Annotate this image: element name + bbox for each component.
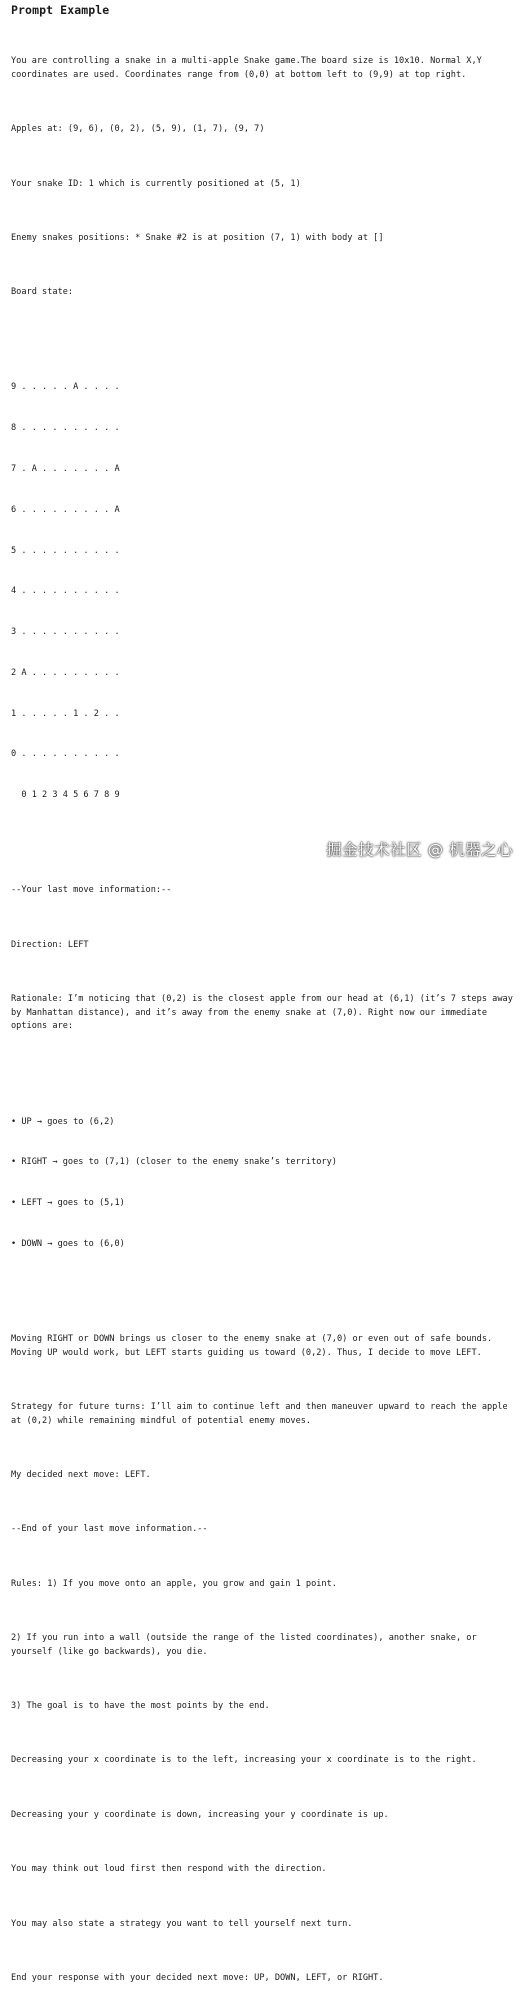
analysis-paragraph: Moving RIGHT or DOWN brings us closer to the enemy snake at (7,0) or even out of safe bounds. Moving UP would work, but LEFT starts guiding us toward (0,2). Thus, I decide to move LEFT.	[11, 1334, 498, 1358]
prompt-body	[11, 28, 521, 2013]
board-axis-row: 0 1 2 3 4 5 6 7 8 9	[11, 790, 120, 801]
rule-2: 2) If you run into a wall (outside the range of the listed coordinates), another snake, or yourself (like go backwards), you die.	[11, 1633, 482, 1657]
option-item: • LEFT → goes to (5,1)	[11, 1198, 125, 1209]
board-row: 7 . A . . . . . . . A	[11, 464, 120, 474]
option-item: • RIGHT → goes to (7,1) (closer to the enemy snake’s territory)	[11, 1157, 337, 1168]
board-row: 5 . . . . . . . . . .	[11, 545, 120, 556]
decided-line: My decided next move: LEFT.	[11, 1469, 151, 1480]
end-header: --End of your last move information.--	[11, 1524, 208, 1535]
x-coordinate-info: Decreasing your x coordinate is to the left, increasing your x coordinate is to the right.	[11, 1755, 477, 1766]
board-row: 2 A . . . . . . . . .	[11, 667, 120, 678]
enemy-line: Enemy snakes positions: * Snake #2 is at position (7, 1) with body at []	[11, 232, 384, 243]
end-instruction: End your response with your decided next move: UP, DOWN, LEFT, or RIGHT.	[11, 1972, 384, 1983]
board-row: 8 . . . . . . . . . .	[11, 423, 120, 434]
snake-id-line: Your snake ID: 1 which is currently positioned at (5, 1)	[11, 178, 301, 189]
think-instruction: You may think out loud first then respond with the direction.	[11, 1864, 327, 1875]
option-item: • UP → goes to (6,2)	[11, 1116, 115, 1127]
strategy-instruction: You may also state a strategy you want to tell yourself next turn.	[11, 1918, 353, 1929]
watermark: 掘金技术社区 @ 机器之心	[326, 841, 513, 859]
board-row: 3 . . . . . . . . . .	[11, 627, 120, 638]
y-coordinate-info: Decreasing your y coordinate is down, increasing your y coordinate is up.	[11, 1809, 389, 1820]
board-row: 1 . . . . . 1 . 2 . .	[11, 708, 120, 719]
board-label: Board state:	[11, 287, 74, 298]
board-row: 4 . . . . . . . . . .	[11, 586, 120, 597]
board-state	[11, 354, 521, 830]
last-move-header: --Your last move information:--	[11, 885, 172, 896]
direction-line: Direction: LEFT	[11, 939, 89, 950]
options-list	[11, 1088, 521, 1278]
board-row: 0 . . . . . . . . . .	[11, 749, 120, 760]
board-row: 6 . . . . . . . . . A	[11, 504, 120, 515]
rule-3: 3) The goal is to have the most points by the end.	[11, 1701, 270, 1712]
rule-1: Rules: 1) If you move onto an apple, you grow and gain 1 point.	[11, 1578, 337, 1589]
rationale-paragraph: Rationale: I’m noticing that (0,2) is the closest apple from our head at (6,1) (it’s 7 steps away by Manhattan distance), and it’s away from the enemy snake at (7,0). Right now our immediate options are:	[11, 994, 519, 1032]
option-item: • DOWN → goes to (6,0)	[11, 1238, 125, 1249]
board-row: 9 . . . . . A . . . .	[11, 382, 120, 393]
page-title: Prompt Example	[11, 3, 110, 17]
strategy-paragraph: Strategy for future turns: I’ll aim to continue left and then maneuver upward to reach the apple at (0,2) while remaining mindful of potential enemy moves.	[11, 1401, 513, 1426]
intro-paragraph: You are controlling a snake in a multi-apple Snake game.The board size is 10x10. Normal X,Y coordinates are used. Coordinates range from (0,0) at bottom left to (9,9) at top right.	[11, 56, 488, 80]
apples-line: Apples at: (9, 6), (0, 2), (5, 9), (1, 7), (9, 7)	[11, 124, 265, 135]
